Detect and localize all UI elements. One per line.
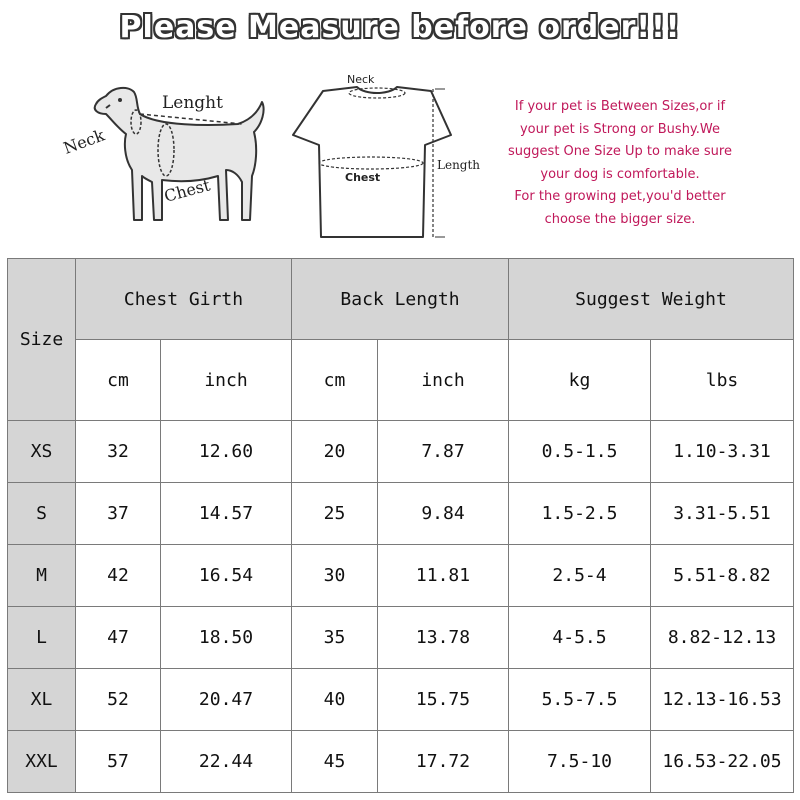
size-cell: L	[8, 607, 76, 669]
table-cell: 20.47	[161, 669, 292, 731]
dog-measurement-diagram	[58, 70, 278, 250]
shirt-measurement-diagram	[285, 65, 485, 245]
unit-header: inch	[161, 340, 292, 421]
suggest-weight-header: Suggest Weight	[509, 259, 794, 340]
unit-header: lbs	[651, 340, 794, 421]
unit-header: cm	[292, 340, 378, 421]
table-cell: 52	[76, 669, 161, 731]
table-row	[8, 731, 794, 793]
table-cell: 57	[76, 731, 161, 793]
unit-header: cm	[76, 340, 161, 421]
table-cell: 12.13-16.53	[651, 669, 794, 731]
table-cell: 1.10-3.31	[651, 421, 794, 483]
table-cell: 2.5-4	[509, 545, 651, 607]
table-cell: 30	[292, 545, 378, 607]
size-cell: M	[8, 545, 76, 607]
unit-header: inch	[378, 340, 509, 421]
table-cell: 32	[76, 421, 161, 483]
table-row	[8, 421, 794, 483]
size-cell: XL	[8, 669, 76, 731]
table-cell: 1.5-2.5	[509, 483, 651, 545]
table-units-row	[8, 340, 794, 421]
table-cell: 42	[76, 545, 161, 607]
table-cell: 20	[292, 421, 378, 483]
table-cell: 35	[292, 607, 378, 669]
table-row	[8, 483, 794, 545]
size-cell: XS	[8, 421, 76, 483]
back-length-header: Back Length	[292, 259, 509, 340]
table-cell: 11.81	[378, 545, 509, 607]
advice-line: your dog is comfortable.	[540, 166, 700, 182]
chest-girth-header: Chest Girth	[76, 259, 292, 340]
table-cell: 4-5.5	[509, 607, 651, 669]
shirt-neck-label: Neck	[347, 73, 375, 86]
table-cell: 3.31-5.51	[651, 483, 794, 545]
table-cell: 16.53-22.05	[651, 731, 794, 793]
unit-header: kg	[509, 340, 651, 421]
table-cell: 0.5-1.5	[509, 421, 651, 483]
shirt-length-label: Length	[437, 158, 481, 172]
advice-line: suggest One Size Up to make sure	[508, 144, 732, 159]
dog-neck-label: Neck	[60, 125, 107, 158]
table-cell: 25	[292, 483, 378, 545]
sizing-advice	[490, 96, 750, 231]
table-cell: 15.75	[378, 669, 509, 731]
table-row	[8, 607, 794, 669]
advice-line: If your pet is Between Sizes,or if	[514, 99, 726, 114]
table-cell: 45	[292, 731, 378, 793]
table-cell: 47	[76, 607, 161, 669]
table-cell: 37	[76, 483, 161, 545]
table-cell: 14.57	[161, 483, 292, 545]
advice-line: your pet is Strong or Bushy.We	[519, 121, 720, 137]
table-cell: 5.51-8.82	[651, 545, 794, 607]
size-cell: XXL	[8, 731, 76, 793]
dog-chest-label: Chest	[162, 175, 213, 206]
advice-line: choose the bigger size.	[544, 211, 696, 227]
dog-length-label: Lenght	[162, 93, 223, 113]
table-cell: 8.82-12.13	[651, 607, 794, 669]
table-cell: 5.5-7.5	[509, 669, 651, 731]
shirt-chest-label: Chest	[345, 171, 381, 184]
table-cell: 16.54	[161, 545, 292, 607]
table-cell: 40	[292, 669, 378, 731]
table-row	[8, 545, 794, 607]
size-cell: S	[8, 483, 76, 545]
table-header-row	[8, 259, 794, 340]
table-row	[8, 669, 794, 731]
table-cell: 13.78	[378, 607, 509, 669]
table-cell: 7.87	[378, 421, 509, 483]
size-chart-table	[7, 258, 794, 793]
table-cell: 9.84	[378, 483, 509, 545]
size-column-header: Size	[8, 259, 76, 421]
table-cell: 17.72	[378, 731, 509, 793]
table-cell: 7.5-10	[509, 731, 651, 793]
table-cell: 18.50	[161, 607, 292, 669]
table-cell: 12.60	[161, 421, 292, 483]
advice-line: For the growing pet,you'd better	[514, 189, 726, 204]
table-cell: 22.44	[161, 731, 292, 793]
page-title: Please Measure before order!!!	[119, 10, 681, 45]
